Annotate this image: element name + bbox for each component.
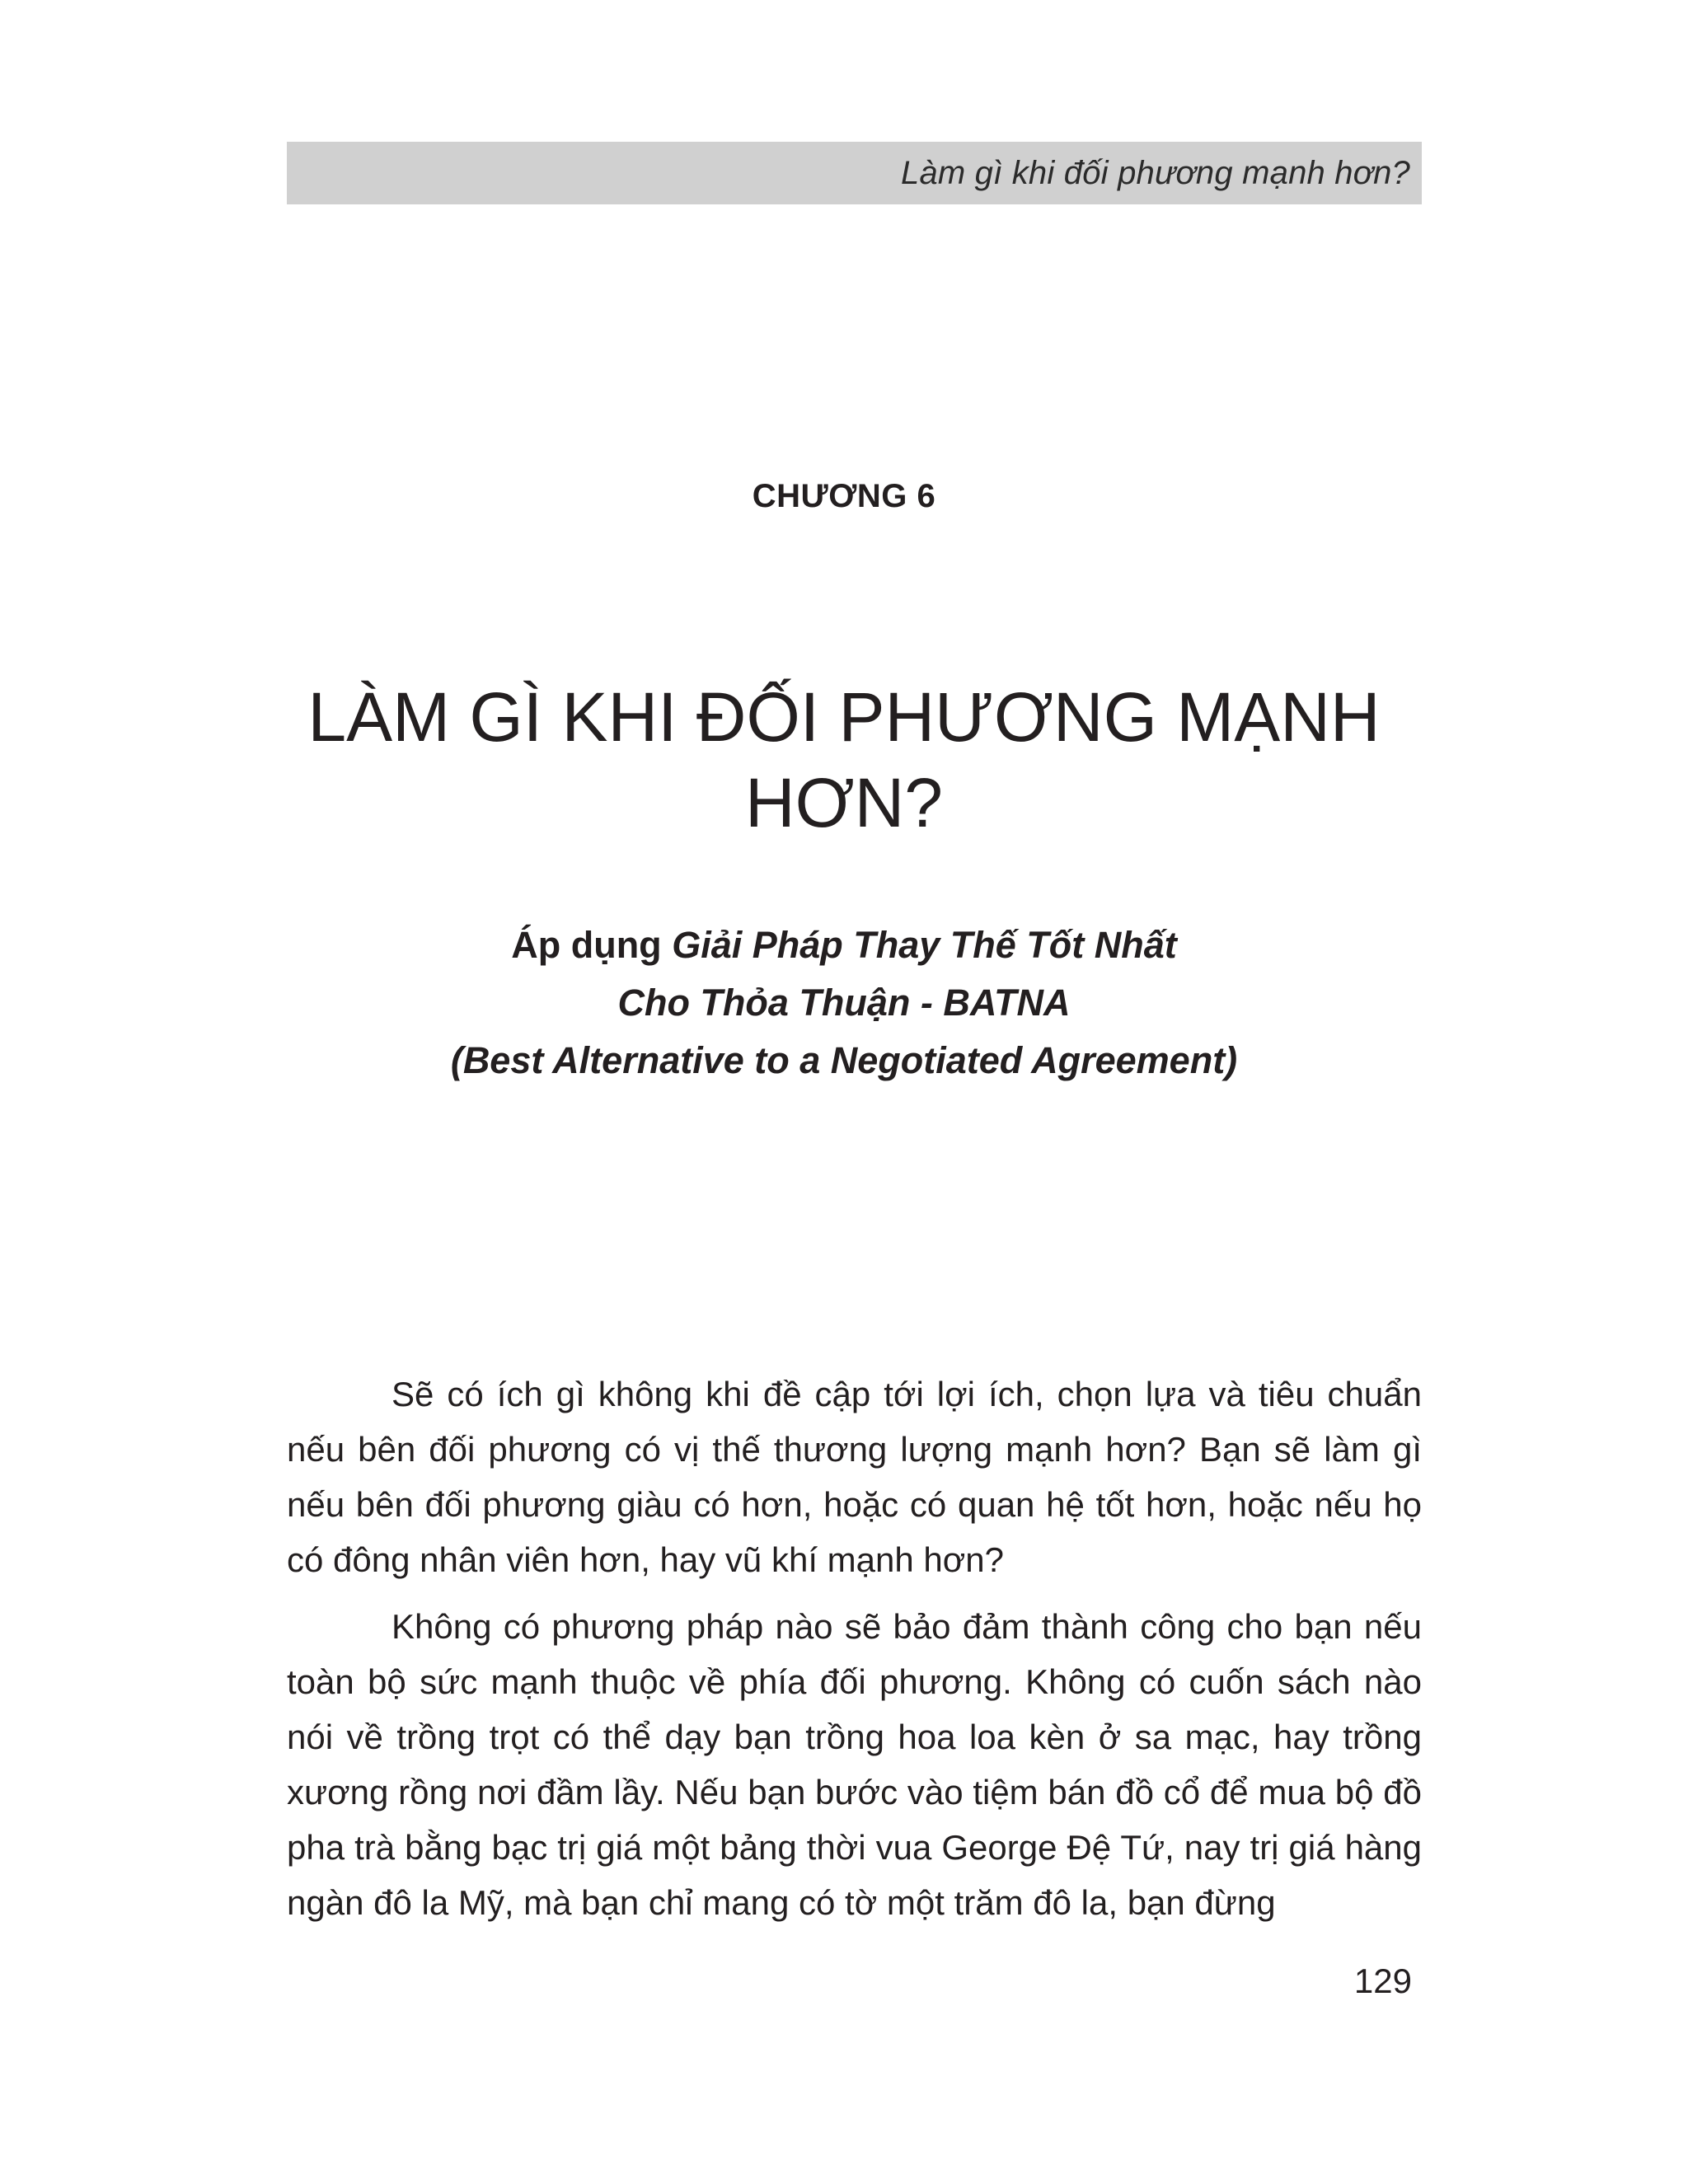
chapter-subtitle bbox=[247, 916, 1441, 1090]
running-header bbox=[287, 142, 1422, 204]
chapter-label: CHƯƠNG 6 bbox=[752, 478, 936, 514]
subtitle-english: (Best Alternative to a Negotiated Agreement) bbox=[450, 1039, 1238, 1081]
subtitle-line-2 bbox=[247, 974, 1441, 1032]
page-number: 129 bbox=[1353, 1961, 1412, 2000]
subtitle-line-1 bbox=[247, 916, 1441, 974]
body-text bbox=[287, 1366, 1422, 1942]
subtitle-batna: Cho Thỏa Thuận - BATNA bbox=[617, 982, 1071, 1024]
subtitle-line-3 bbox=[247, 1032, 1441, 1090]
running-header-title: Làm gì khi đối phương mạnh hơn? bbox=[900, 154, 1410, 191]
subtitle-italic: Giải Pháp Thay Thế Tốt Nhất bbox=[672, 924, 1177, 966]
subtitle-prefix: Áp dụng bbox=[511, 924, 673, 966]
body-paragraph-1: Sẽ có ích gì không khi đề cập tới lợi ích, chọn lựa và tiêu chuẩn nếu bên đối phương có vị thế thương lượng mạnh hơn? Bạn sẽ làm gì nếu bên đối phương giàu có hơn, hoặc có quan hệ tốt hơn, hoặc nếu họ có đông nhân viên hơn, hay vũ khí mạnh hơn? bbox=[287, 1375, 1422, 1579]
chapter-title: LÀM GÌ KHI ĐỐI PHƯƠNG MẠNH HƠN? bbox=[307, 678, 1381, 841]
body-paragraph-2: Không có phương pháp nào sẽ bảo đảm thành công cho bạn nếu toàn bộ sức mạnh thuộc về phía đối phương. Không có cuốn sách nào nói về trồng trọt có thể dạy bạn trồng hoa loa kèn ở sa mạc, hay trồng xương rồng nơi đầm lầy. Nếu bạn bước vào tiệm bán đồ cổ để mua bộ đồ pha trà bằng bạc trị giá một bảng thời vua George Đệ Tứ, nay trị giá hàng ngàn đô la Mỹ, mà bạn chỉ mang có tờ một trăm đô la, bạn đừng bbox=[287, 1607, 1422, 1922]
